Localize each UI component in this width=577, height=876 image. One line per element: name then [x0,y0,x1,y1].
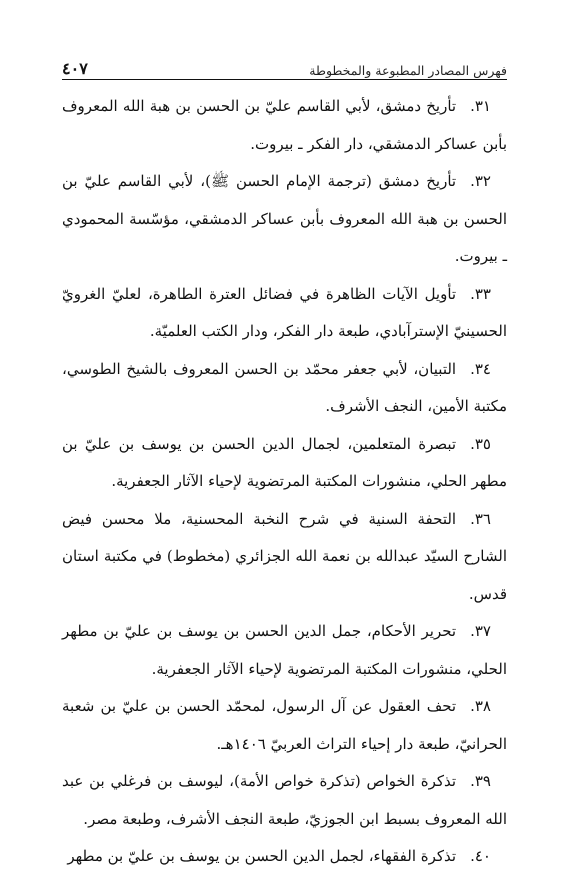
entry-text: تذكرة الفقهاء، لجمل الدين الحسن بن يوسف بن عليّ بن مطهر [67,847,457,865]
entry-number: ٣٣. [470,284,491,303]
entry-number: ٣٥. [470,434,491,453]
page-header [62,52,507,78]
bibliography-entry-35 [62,426,507,501]
bibliography-entry-38 [62,688,507,763]
entry-number: ٣٨. [470,697,491,715]
entry-number: ٤٠. [470,847,491,865]
header-rule [62,79,507,80]
entry-text: تذكرة الخواص (تذكرة خواص الأمة)، ليوسف بن فرغلي بن عبد الله المعروف بسبط ابن الجوزيّ، طبعة النجف الأشرف، وطبعة مصر. [62,772,507,828]
entry-text: تأريخ دمشق (ترجمة الإمام الحسن ﷺ)، لأبي القاسم عليّ بن الحسن بن هبة الله المعروف بأبن عساكر الدمشقي، مؤسّسة المحمودي ـ بيروت. [62,172,507,265]
entry-number: ٣٧. [470,622,491,640]
bibliography-entry-39 [62,763,507,838]
bibliography-entry-32 [62,163,507,276]
bibliography-entry-36 [62,501,507,614]
entry-number: ٣٩. [470,772,491,790]
bibliography-list [62,88,507,876]
entry-text: تحف العقول عن آل الرسول، لمحمّد الحسن بن عليّ بن شعبة الحرانيّ، طبعة دار إحياء التراث العربيّ ١٤٠٦هـ. [62,697,507,753]
entry-text: التحفة السنية في شرح النخبة المحسنية، ملا محسن فيض الشارح السيّد عبدالله بن نعمة الله الجزائري (مخطوط) في مكتبة استان قدس. [62,509,507,603]
running-header-title: فهرس المصادر المطبوعة والمخطوطة [309,63,507,78]
entry-text: تحرير الأحكام، جمل الدين الحسن بن يوسف بن عليّ بن مطهر الحلي، منشورات المكتبة المرتضوية لإحياء الآثار الجعفرية. [62,622,507,678]
entry-text: التبيان، لأبي جعفر محمّد بن الحسن المعروف بالشيخ الطوسي، مكتبة الأمين، النجف الأشرف. [62,359,507,415]
bibliography-entry-40 [62,838,507,876]
bibliography-entry-34 [62,351,507,426]
entry-text: تبصرة المتعلمين، لجمال الدين الحسن بن يوسف بن عليّ بن مطهر الحلي، منشورات المكتبة المرتضوية لإحياء الآثار الجعفرية. [62,434,507,490]
entry-text: تأويل الآيات الظاهرة في فضائل العترة الطاهرة، لعليّ الغرويّ الحسينيّ الإسترآبادي، طبعة دار الفكر، ودار الكتب العلميّة. [62,284,507,340]
entry-text: تأريخ دمشق، لأبي القاسم عليّ بن الحسن بن هبة الله المعروف بأبن عساكر الدمشقي، دار الفكر ـ بيروت. [62,97,507,153]
bibliography-entry-33 [62,276,507,351]
bibliography-entry-37 [62,613,507,688]
entry-number: ٣١. [470,97,491,115]
page-number: ٤٠٧ [62,59,88,78]
bibliography-entry-31 [62,88,507,163]
entry-number: ٣٤. [470,359,491,378]
entry-number: ٣٦. [470,509,491,528]
entry-number: ٣٢. [470,172,491,190]
